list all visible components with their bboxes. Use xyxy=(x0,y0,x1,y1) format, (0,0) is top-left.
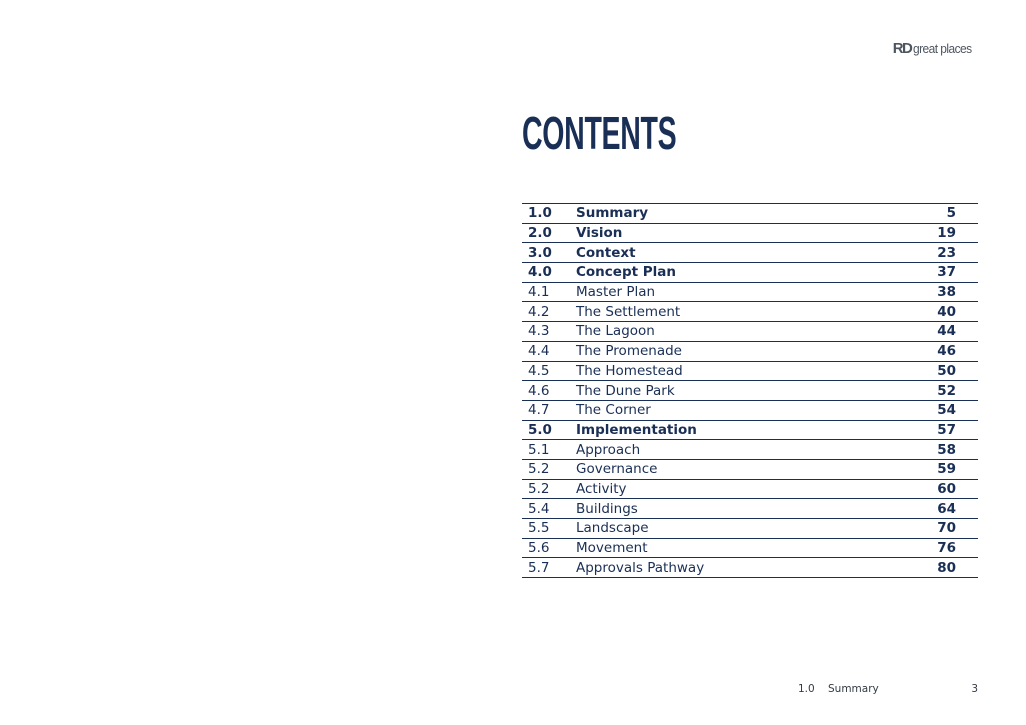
logo-mark: RD xyxy=(892,40,912,57)
toc-row[interactable] xyxy=(522,243,978,263)
toc-row[interactable] xyxy=(522,342,978,362)
toc-section-number: 5.6 xyxy=(528,540,550,557)
toc-page-number: 44 xyxy=(937,323,956,340)
toc-section-number: 4.6 xyxy=(528,382,550,399)
toc-page-number: 64 xyxy=(937,500,956,517)
toc-section-title: Approvals Pathway xyxy=(576,559,705,576)
toc-section-title: The Settlement xyxy=(576,303,681,320)
toc-page-number: 60 xyxy=(937,480,956,497)
toc-row[interactable] xyxy=(522,322,978,342)
toc-row[interactable] xyxy=(522,480,978,500)
toc-row[interactable] xyxy=(522,539,978,559)
toc-section-number: 5.7 xyxy=(528,559,550,576)
toc-page-number: 70 xyxy=(937,520,956,537)
toc-page-number: 80 xyxy=(937,559,956,576)
toc-section-number: 5.0 xyxy=(528,421,552,438)
toc-row[interactable] xyxy=(522,204,978,224)
toc-row[interactable] xyxy=(522,499,978,519)
toc-section-number: 4.1 xyxy=(528,284,550,301)
toc-section-title: Concept Plan xyxy=(576,264,677,281)
toc-row[interactable] xyxy=(522,283,978,303)
toc-section-number: 4.3 xyxy=(528,323,550,340)
toc-section-title: Context xyxy=(576,244,636,261)
toc-section-title: Landscape xyxy=(576,520,649,537)
toc-section-number: 5.2 xyxy=(528,461,550,478)
toc-section-number: 5.5 xyxy=(528,520,550,537)
toc-row[interactable] xyxy=(522,224,978,244)
toc-row[interactable] xyxy=(522,362,978,382)
brand-logo xyxy=(893,41,977,56)
toc-section-number: 1.0 xyxy=(528,205,552,222)
toc-row[interactable] xyxy=(522,519,978,539)
toc-page-number: 5 xyxy=(946,205,956,222)
toc-section-number: 4.2 xyxy=(528,303,550,320)
toc-page-number: 19 xyxy=(937,225,956,242)
toc-section-title: Movement xyxy=(576,540,648,557)
toc-section-title: The Dune Park xyxy=(576,382,675,399)
table-of-contents xyxy=(522,203,978,578)
toc-section-number: 4.4 xyxy=(528,343,550,360)
toc-row[interactable] xyxy=(522,302,978,322)
toc-section-title: Master Plan xyxy=(576,284,656,301)
footer-section-number: 1.0 xyxy=(798,683,815,695)
toc-section-title: The Promenade xyxy=(576,343,682,360)
toc-row[interactable] xyxy=(522,460,978,480)
toc-section-number: 5.2 xyxy=(528,480,550,497)
toc-page-number: 46 xyxy=(937,343,956,360)
toc-section-title: The Lagoon xyxy=(576,323,655,340)
toc-section-title: The Homestead xyxy=(576,362,683,379)
toc-page-number: 76 xyxy=(937,540,956,557)
toc-row[interactable] xyxy=(522,440,978,460)
footer-section-name: Summary xyxy=(828,683,879,695)
toc-row[interactable] xyxy=(522,263,978,283)
toc-section-title: The Corner xyxy=(576,402,651,419)
toc-section-title: Buildings xyxy=(576,500,638,517)
toc-section-title: Governance xyxy=(576,461,658,478)
toc-section-number: 4.0 xyxy=(528,264,552,281)
toc-page-number: 59 xyxy=(937,461,956,478)
toc-section-number: 5.1 xyxy=(528,441,550,458)
toc-section-number: 5.4 xyxy=(528,500,550,517)
toc-page-number: 40 xyxy=(937,303,956,320)
toc-section-number: 4.5 xyxy=(528,362,550,379)
toc-row[interactable] xyxy=(522,381,978,401)
toc-page-number: 58 xyxy=(937,441,956,458)
toc-row[interactable] xyxy=(522,421,978,441)
toc-page-number: 37 xyxy=(937,264,956,281)
toc-section-number: 4.7 xyxy=(528,402,550,419)
toc-section-number: 3.0 xyxy=(528,244,552,261)
toc-section-title: Vision xyxy=(576,225,623,242)
toc-row[interactable] xyxy=(522,401,978,421)
logo-text: great places xyxy=(913,41,972,56)
page-footer xyxy=(798,683,978,695)
toc-section-title: Implementation xyxy=(576,421,697,438)
toc-page-number: 54 xyxy=(937,402,956,419)
toc-section-number: 2.0 xyxy=(528,225,552,242)
footer-page-number: 3 xyxy=(971,683,978,695)
toc-section-title: Activity xyxy=(576,480,627,497)
toc-page-number: 57 xyxy=(937,421,956,438)
toc-page-number: 50 xyxy=(937,362,956,379)
toc-row[interactable] xyxy=(522,558,978,578)
toc-section-title: Approach xyxy=(576,441,641,458)
toc-section-title: Summary xyxy=(576,205,649,222)
toc-page-number: 52 xyxy=(937,382,956,399)
page-title: CONTENTS xyxy=(522,107,677,159)
toc-page-number: 38 xyxy=(937,284,956,301)
toc-page-number: 23 xyxy=(937,244,956,261)
